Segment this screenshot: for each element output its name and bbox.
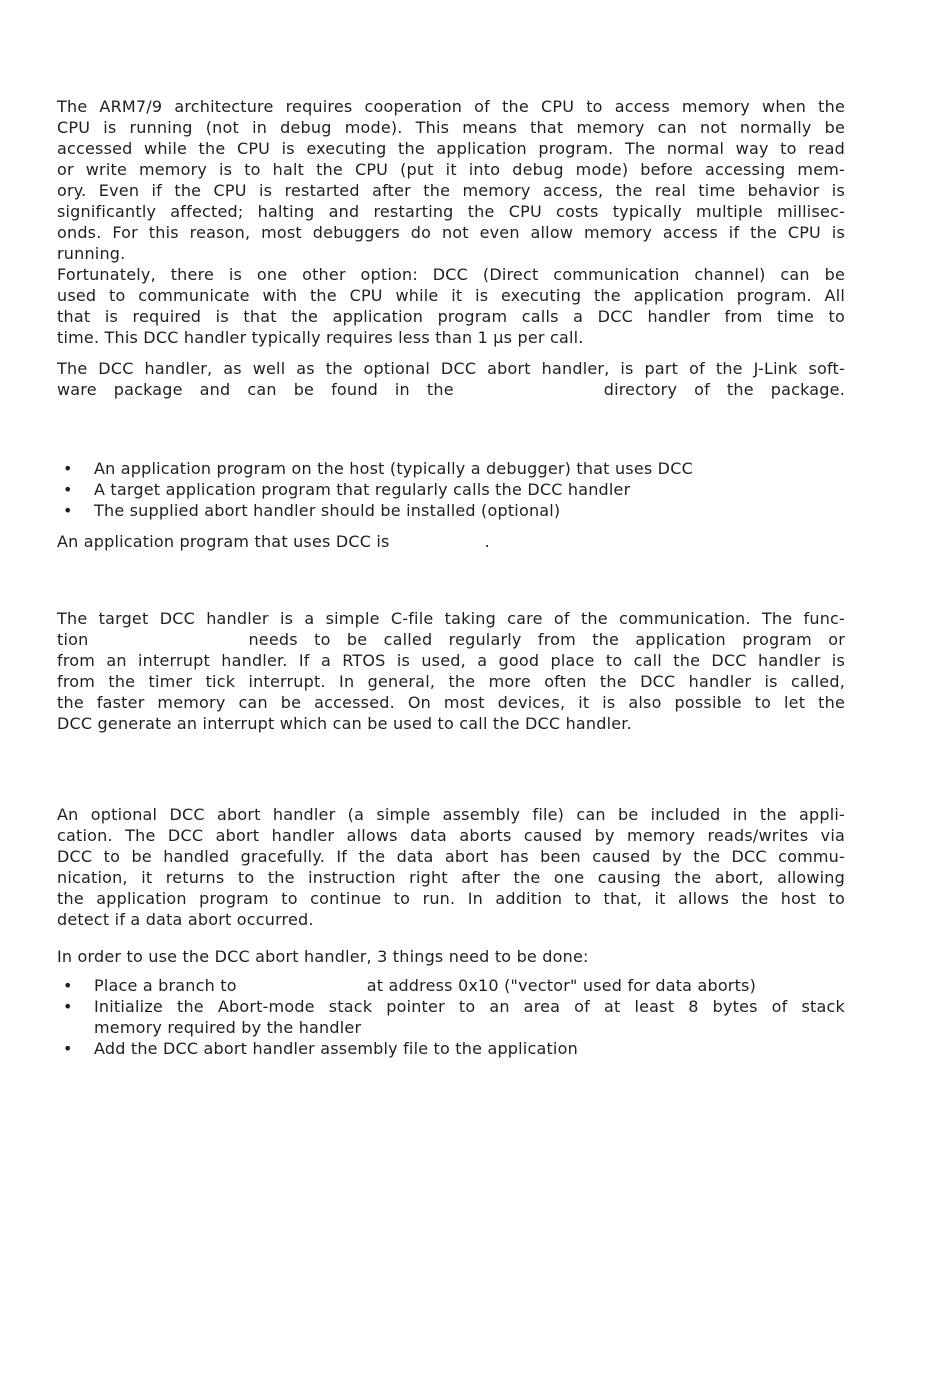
text-line: the faster memory can be accessed. On most devices, it is also possible to let the (57, 693, 845, 712)
dcc-abort-handler-paragraph (57, 804, 845, 930)
text-line: An application program that uses DCC is . (57, 532, 490, 551)
bullet-text (94, 1038, 845, 1059)
bullet-icon: • (63, 501, 73, 520)
bullet-item (57, 500, 845, 521)
text-line: A target application program that regularly calls the DCC handler (94, 480, 631, 499)
blank-text-gap (454, 394, 604, 395)
text-line: Fortunately, there is one other option: DCC (Direct communication channel) can be (57, 265, 845, 284)
abort-handler-steps-list (57, 975, 845, 1059)
text-line: An optional DCC abort handler (a simple assembly file) can be included in the appli- (57, 805, 845, 824)
text-line: The ARM7/9 architecture requires cooperation of the CPU to access memory when the (57, 97, 845, 116)
dcc-option-paragraph (57, 264, 845, 348)
text-line: nication, it returns to the instruction right after the one causing the abort, allowing (57, 868, 845, 887)
vertical-space (57, 400, 845, 458)
bullet-icon: • (63, 459, 73, 478)
text-line: CPU is running (not in debug mode). This means that memory can not normally be (57, 118, 845, 137)
text-line: from an interrupt handler. If a RTOS is used, a good place to call the DCC handler is (57, 651, 845, 670)
bullet-text (94, 458, 845, 479)
bullet-icon: • (63, 976, 73, 995)
blank-text-gap (237, 990, 367, 991)
bullet-text (94, 500, 845, 521)
text-line: DCC to be handled gracefully. If the data abort has been caused by the DCC commu- (57, 847, 845, 866)
text-line: significantly affected; halting and restarting the CPU costs typically multiple millisec- (57, 202, 845, 221)
text-line: from the timer tick interrupt. In general, the more often the DCC handler is called, (57, 672, 845, 691)
bullet-icon: • (63, 1039, 73, 1058)
text-line: or write memory is to halt the CPU (put it into debug mode) before accessing mem- (57, 160, 845, 179)
bullet-icon: • (63, 997, 73, 1016)
text-line: The target DCC handler is a simple C-file taking care of the communication. The func- (57, 609, 845, 628)
abort-handler-steps-intro (57, 946, 845, 967)
bullet-text (94, 996, 845, 1038)
vertical-space (57, 734, 845, 804)
text-line: detect if a data abort occurred. (57, 910, 314, 929)
text-line: ory. Even if the CPU is restarted after the memory access, the real time behavior is (57, 181, 845, 200)
bullet-text (94, 975, 845, 996)
text-line: that is required is that the application program calls a DCC handler from time to (57, 307, 845, 326)
blank-text-gap (88, 644, 248, 645)
text-line: tion needs to be called regularly from the application program or (57, 630, 845, 649)
bullet-icon: • (63, 480, 73, 499)
text-line: Initialize the Abort-mode stack pointer to an area of at least 8 bytes of stack (94, 997, 845, 1016)
vertical-space (57, 552, 845, 608)
text-line: Place a branch to at address 0x10 ("vector" used for data aborts) (94, 976, 757, 995)
text-line: Add the DCC abort handler assembly file to the application (94, 1039, 578, 1058)
bullet-text (94, 479, 845, 500)
text-line: The DCC handler, as well as the optional DCC abort handler, is part of the J-Link soft- (57, 359, 845, 378)
text-line: used to communicate with the CPU while it is executing the application program. All (57, 286, 845, 305)
text-line: onds. For this reason, most debuggers do not even allow memory access if the CPU is (57, 223, 845, 242)
text-line: ware package and can be found in the directory of the package. (57, 380, 845, 399)
text-line: time. This DCC handler typically requires less than 1 µs per call. (57, 328, 584, 347)
text-line: memory required by the handler (94, 1018, 362, 1037)
dcc-handler-package-paragraph (57, 358, 845, 400)
text-line: accessed while the CPU is executing the application program. The normal way to read (57, 139, 845, 158)
requirements-list (57, 458, 845, 521)
text-line: An application program on the host (typically a debugger) that uses DCC (94, 459, 693, 478)
text-line: running. (57, 244, 126, 263)
text-line: DCC generate an interrupt which can be used to call the DCC handler. (57, 714, 632, 733)
arm-architecture-paragraph (57, 96, 845, 264)
text-line: In order to use the DCC abort handler, 3 things need to be done: (57, 947, 589, 966)
bullet-item (57, 996, 845, 1038)
blank-text-gap (390, 546, 485, 547)
text-line: the application program to continue to run. In addition to that, it allows the host to (57, 889, 845, 908)
text-line: The supplied abort handler should be installed (optional) (94, 501, 561, 520)
bullet-item (57, 458, 845, 479)
bullet-item (57, 479, 845, 500)
application-uses-dcc-line (57, 531, 845, 552)
bullet-item (57, 1038, 845, 1059)
bullet-item (57, 975, 845, 996)
target-dcc-handler-paragraph (57, 608, 845, 734)
text-line: cation. The DCC abort handler allows data aborts caused by memory reads/writes via (57, 826, 845, 845)
